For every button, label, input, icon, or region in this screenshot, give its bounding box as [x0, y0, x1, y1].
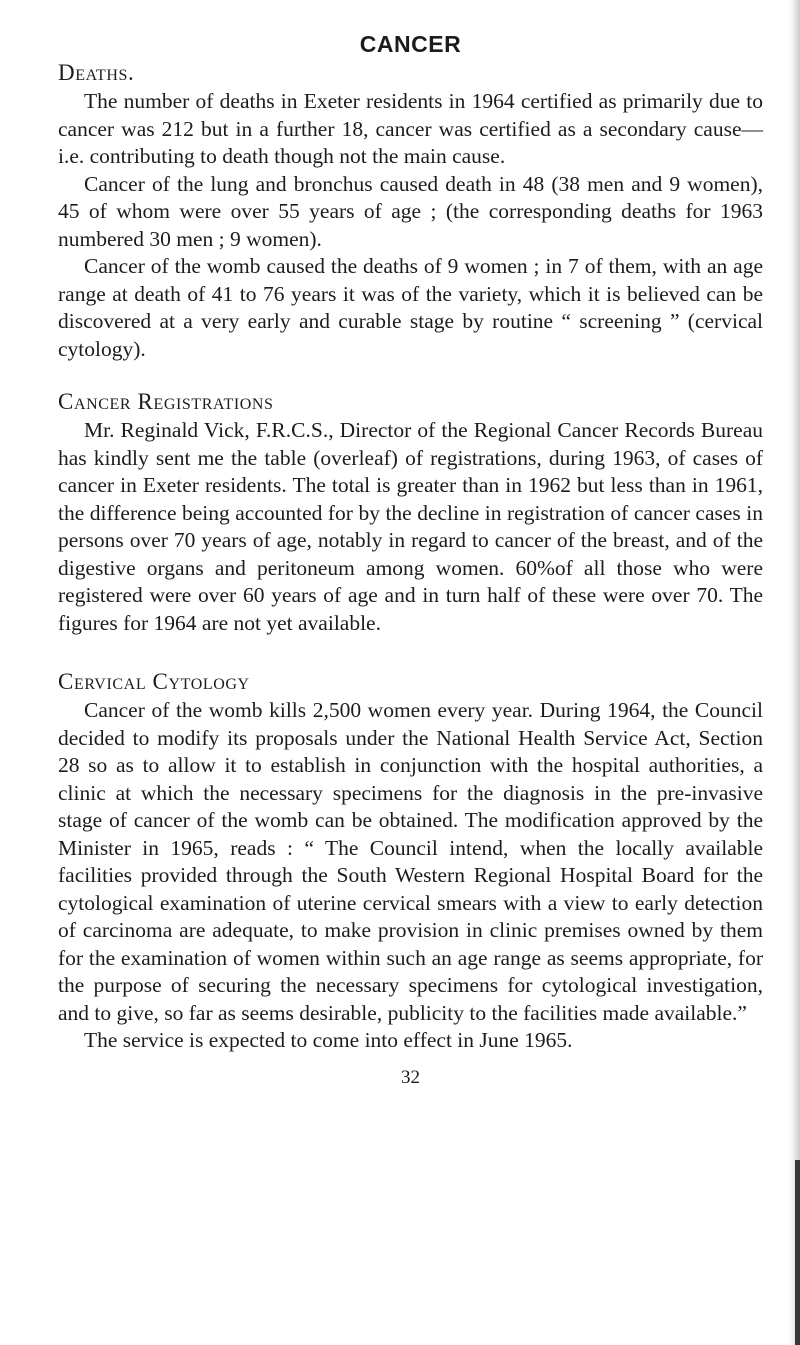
section-heading: Cervical Cytology — [58, 669, 250, 694]
section-deaths — [58, 58, 763, 363]
section-spacer — [58, 637, 763, 667]
paragraph: Mr. Reginald Vick, F.R.C.S., Director of the Regional Cancer Records Bureau has kindly sent me the table (overleaf) of registrations, during 1963, of cases of cancer in Exeter residents. The total is greater than in 1962 but less than in 1961, the difference being accounted for by the decline in registration of cancer cases in persons over 70 years of age, notably in regard to cancer of the breast, and of the digestive organs and peritoneum among women. 60%of all those who were registered were over 60 years of age and in turn half of these were over 70. The figures for 1964 are not yet available. — [58, 418, 763, 635]
document-page — [58, 30, 763, 1089]
paragraph: Cancer of the womb caused the deaths of 9 women ; in 7 of them, with an age range at death of 41 to 76 years it was of the variety, which it is believed can be discovered at a very early and curable stage by routine “ screening ” (cervical cytology). — [58, 254, 763, 361]
section-cancer-registrations — [58, 387, 763, 637]
paragraph: The number of deaths in Exeter residents in 1964 certified as primarily due to cancer was 212 but in a further 18, cancer was certified as a secondary cause—i.e. contributing to death though not the main cause. — [58, 89, 763, 168]
page-number: 32 — [401, 1066, 420, 1088]
paragraph: The service is expected to come into effect in June 1965. — [84, 1028, 573, 1052]
section-spacer — [58, 363, 763, 387]
section-heading: Cancer Registrations — [58, 389, 274, 414]
page-edge-shadow — [788, 0, 800, 1345]
paragraph: Cancer of the womb kills 2,500 women every year. During 1964, the Council decided to modify its proposals under the National Health Service Act, Section 28 so as to allow it to establish in conjunction with the hospital authorities, a clinic at which the necessary specimens for the diagnosis in the pre-invasive stage of cancer of the womb can be obtained. The modification approved by the Minister in 1965, reads : “ The Council intend, when the locally available facilities provided through the South Western Regional Hospital Board for the cytological examination of uterine cervical smears with a view to early detection of carcinoma are adequate, to make provision in clinic premises owned by them for the examination of women within such an age range as seems appropriate, for the purpose of securing the necessary specimens for cytological investigation, and to give, so far as seems desirable, publicity to the facilities made available.” — [58, 698, 763, 1025]
page-edge-binding — [795, 1160, 800, 1345]
page-title: CANCER — [359, 31, 462, 57]
paragraph: Cancer of the lung and bronchus caused death in 48 (38 men and 9 women), 45 of whom were over 55 years of age ; (the corresponding deaths for 1963 numbered 30 men ; 9 women). — [58, 171, 763, 251]
section-heading: Deaths. — [58, 60, 135, 85]
section-cervical-cytology — [58, 667, 763, 1055]
